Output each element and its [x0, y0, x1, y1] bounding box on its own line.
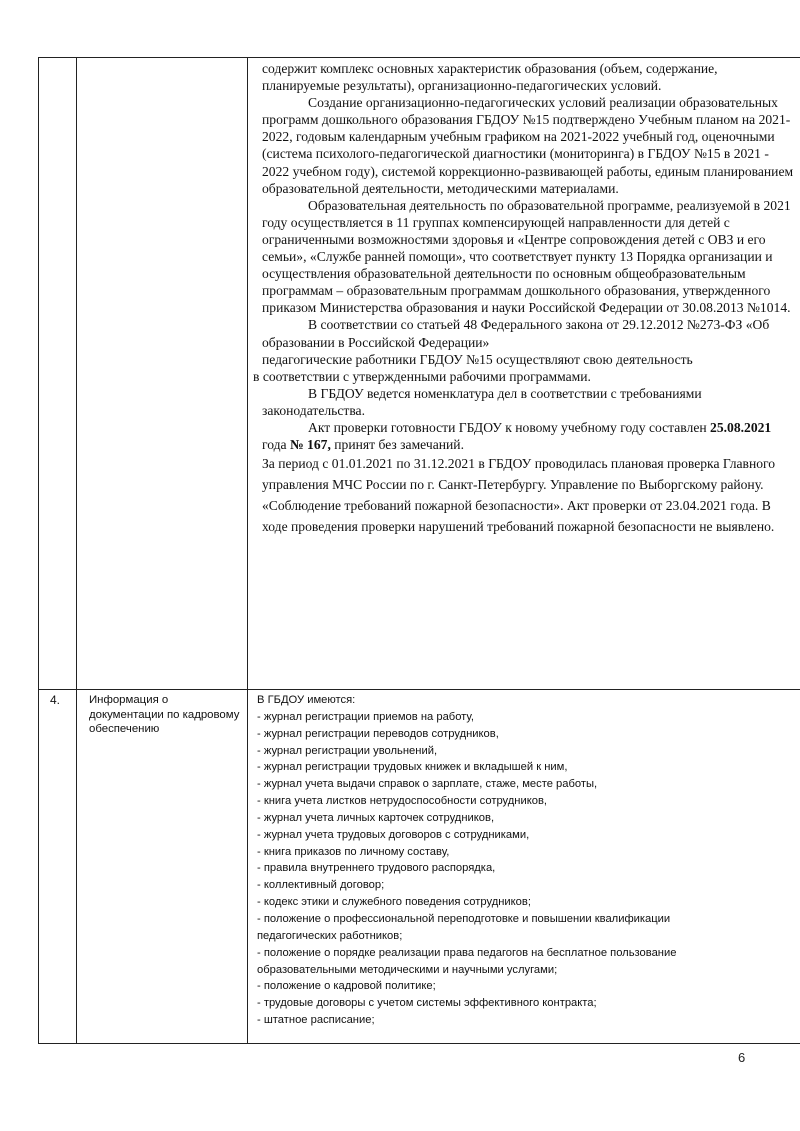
- row-content-cell: [248, 58, 800, 690]
- row-number-cell: [39, 58, 77, 690]
- list-item: - книга приказов по личному составу,: [257, 845, 450, 858]
- readiness-act-date: 25.08.2021: [710, 419, 772, 435]
- list-item: - положение о профессиональной переподготовке и повышении квалификации: [257, 912, 671, 925]
- list-item: - журнал учета выдачи справок о зарплате, стаже, месте работы,: [257, 778, 598, 791]
- paragraph-educational-activity: Образовательная деятельность по образовательной программе, реализуемой в 2021 году осуществляется в 11 группах компенсирующей направленности для детей с ограниченными возможностями здоровья и «Центре сопровождения детей с ОВЗ и его семьи», «Службе ранней помощи», что соответствует пункту 13 Порядка организации и осуществления образовательной деятельности по основным общеобразовательным программам – образовательным программам дошкольного образования, утвержденного приказом Министерства образования и науки Российской Федерации от 30.08.2013 №1014.: [262, 197, 791, 316]
- readiness-act-number: № 167,: [290, 437, 331, 453]
- paragraph-fire-inspection: За период с 01.01.2021 по 31.12.2021 в ГБДОУ проводилась плановая проверка Главного управления МЧС России по г. Санкт-Петербургу. Управление по Выборгскому району. «Соблюдение требований пожарной безопасности». Акт проверки от 23.04.2021 года. В ходе проведения проверки нарушений требований пожарной безопасности не выявлено.: [262, 456, 776, 535]
- list-item: - книга учета листков нетрудоспособности сотрудников,: [257, 795, 548, 808]
- list-item: образовательными методическими и научными услугами;: [257, 963, 558, 976]
- paragraph-teachers: педагогические работники ГБДОУ №15 осуществляют свою деятельность: [262, 351, 693, 367]
- list-item: - журнал регистрации переводов сотрудников,: [257, 727, 499, 740]
- paragraph-characteristics: содержит комплекс основных характеристик образования (объем, содержание, планируемые результаты), организационно-педагогических условий.: [262, 61, 718, 94]
- paragraph-nomenclature: В ГБДОУ ведется номенклатура дел в соответствии с требованиями законодательства.: [262, 385, 702, 418]
- list-item: - правила внутреннего трудового распорядка,: [257, 862, 496, 875]
- list-item: - кодекс этики и служебного поведения сотрудников;: [257, 896, 531, 909]
- paragraph-work-programs: в соответствии с утвержденными рабочими программами.: [253, 368, 591, 384]
- paragraph-conditions: Создание организационно-педагогических условий реализации образовательных программ дошкольного образования ГБДОУ №15 подтверждено Учебным планом на 2021-2022, годовым календарным учебным графиком на 2021-2022 учебный год, оценочными (система психолого-педагогической диагностики (мониторинга) в ГБДОУ №15 в 2021 - 2022 учебном году), системой коррекционно-развивающей работы, единым планированием образовательной деятельности, методическими материалами.: [262, 95, 794, 196]
- table-row: [39, 690, 800, 1044]
- list-item: - положение о порядке реализации права педагогов на бесплатное пользование: [257, 946, 677, 959]
- list-item: - штатное расписание;: [257, 1014, 375, 1027]
- list-item: - положение о кадровой политике;: [257, 980, 436, 993]
- paragraph-readiness-act: Акт проверки готовности ГБДОУ к новому учебному году составлен 25.08.2021 года № 167, принят без замечаний.: [262, 419, 772, 453]
- list-intro: В ГБДОУ имеются:: [257, 694, 356, 706]
- list-item: - журнал регистрации увольнений,: [257, 744, 438, 757]
- row-label-cell: [77, 58, 248, 690]
- list-item: педагогических работников;: [257, 929, 403, 942]
- list-item: - трудовые договоры с учетом системы эффективного контракта;: [257, 997, 597, 1010]
- page-number: 6: [738, 1050, 746, 1065]
- list-item: - журнал регистрации приемов на работу,: [257, 710, 475, 723]
- row-content-cell: [248, 690, 800, 1044]
- list-item: - журнал регистрации трудовых книжек и вкладышей к ним,: [257, 761, 568, 774]
- row-number-cell: 4.: [39, 690, 77, 1044]
- paragraph-law-reference: В соответствии со статьей 48 Федерального закона от 29.12.2012 №273-ФЗ «Об образовании в Российской Федерации»: [262, 317, 770, 350]
- list-item: - журнал учета личных карточек сотрудников,: [257, 811, 495, 824]
- table-row: [39, 58, 800, 690]
- content-table: [38, 57, 800, 1044]
- list-item: - журнал учета трудовых договоров с сотрудниками,: [257, 828, 530, 841]
- row-label-cell: Информация о документации по кадровому обеспечению: [77, 690, 248, 1044]
- list-item: - коллективный договор;: [257, 879, 385, 892]
